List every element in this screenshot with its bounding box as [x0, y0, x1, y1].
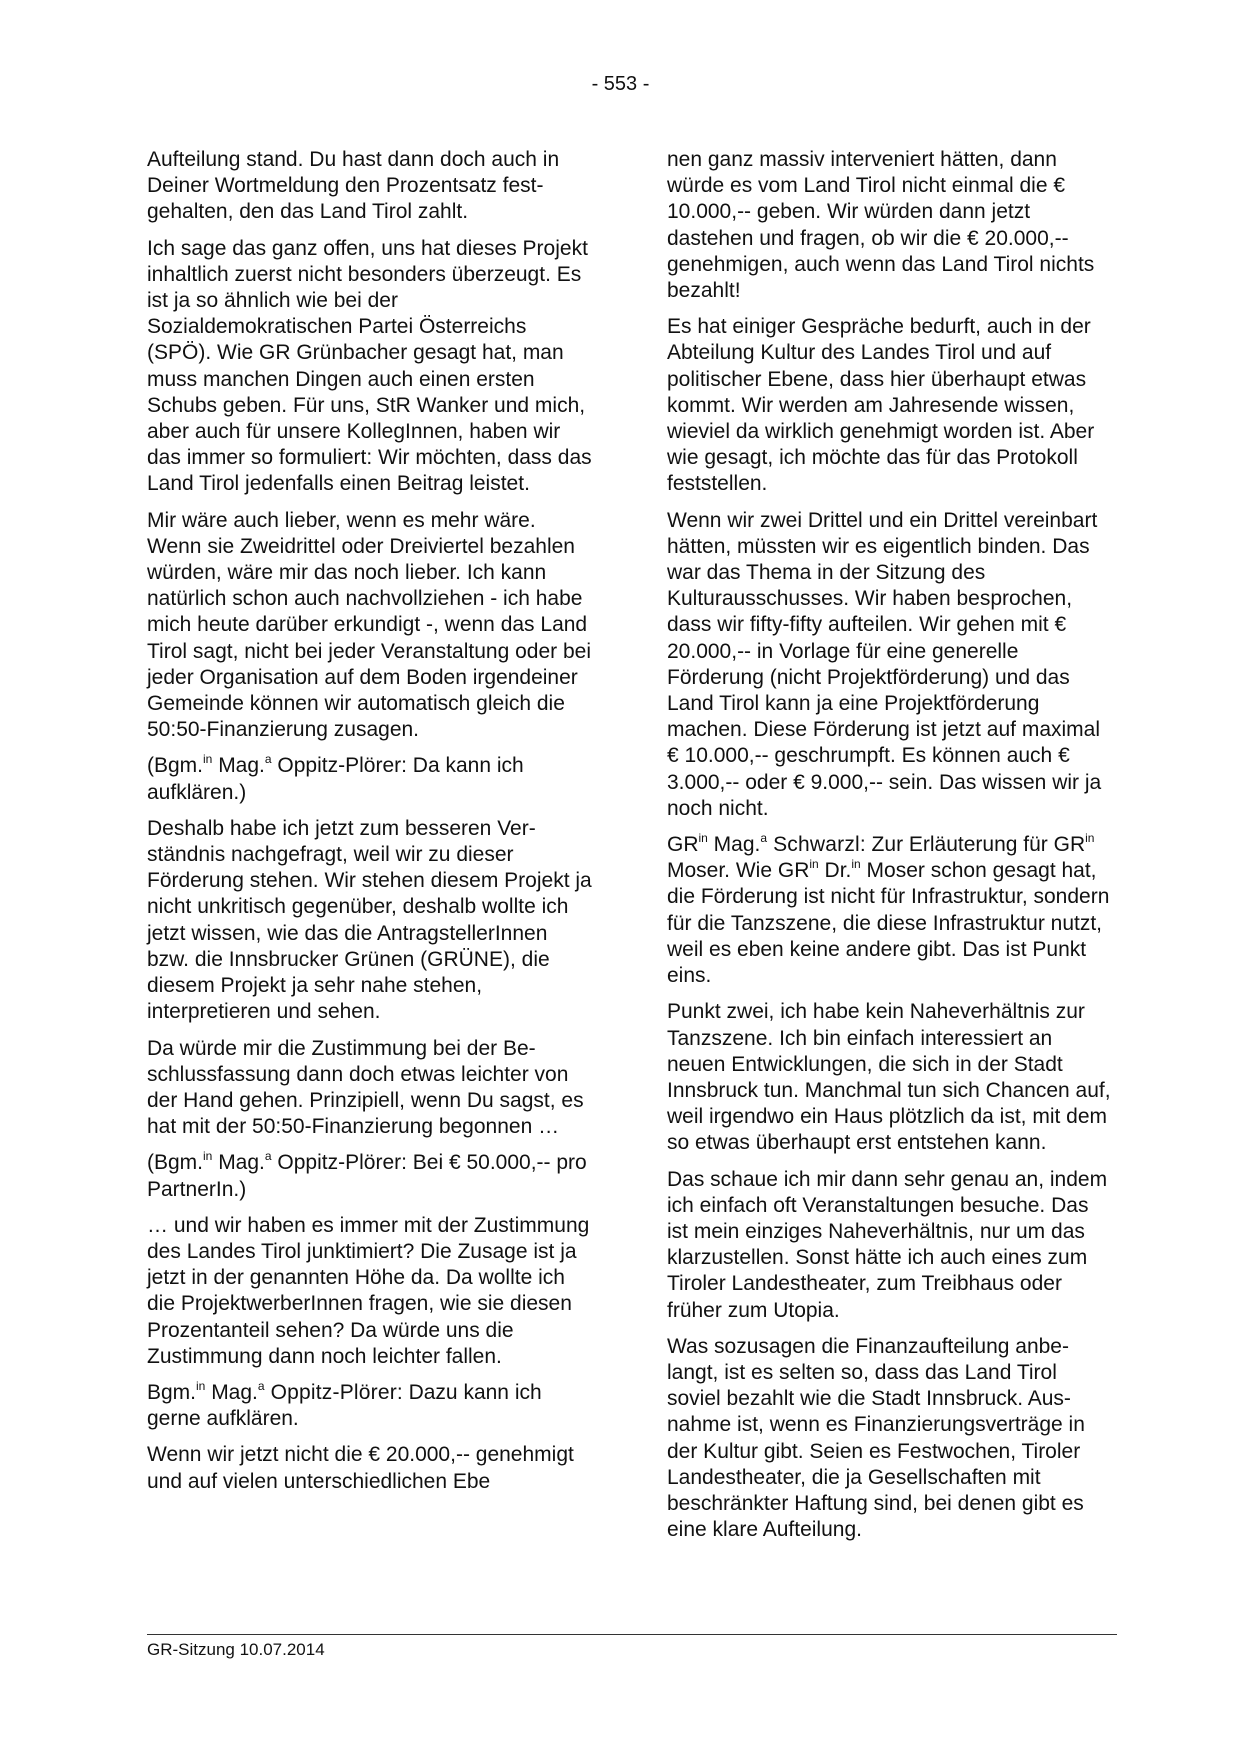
- speaker-statement: [147, 1380, 593, 1432]
- paragraph: Aufteilung stand. Du hast dann doch auch in Deiner Wortmeldung den Prozentsatz festgehalten, den das Land Tirol zahlt.: [147, 148, 560, 224]
- paragraph: Da würde mir die Zustimmung bei der Beschlussfassung dann doch etwas leichter von der Hand gehen. Prinzipiell, wenn Du sagst, es hat mit der 50:50-Finanzierung begonnen …: [147, 1036, 584, 1139]
- superscript: in: [809, 857, 819, 872]
- speaker-title: Mag.: [205, 1380, 258, 1404]
- paragraph: Wenn wir zwei Drittel und ein Drittel vereinbart hätten, müssten wir es eigentlich binden. Das war das Thema in der Sitzung des Kulturausschusses. Wir haben besprochen, dass wir fifty-fifty aufteilen. Wir gehen mit € 20.000,-- in Vorlage für eine generelle Förderung (nicht Projektförderung) und das Land Tirol kann ja eine Projektförderung machen. Diese Förderung ist jetzt auf maximal € 10.000,-- geschrumpft. Es können auch € 3.000,-- oder € 9.000,-- sein. Das wissen wir ja noch nicht.: [667, 508, 1102, 820]
- interjection-text: Oppitz-Plörer: Bei € 50.000,-- pro PartnerIn.): [147, 1151, 587, 1201]
- speaker-title: GR: [667, 833, 699, 857]
- interjection-text: Oppitz-Plörer: Da kann ich aufklären.): [147, 754, 524, 804]
- superscript: in: [203, 1149, 213, 1164]
- superscript: in: [698, 831, 708, 846]
- superscript: in: [1085, 831, 1095, 846]
- statement-text: Dr.: [818, 859, 852, 883]
- statement-text: : Dazu kann ich gerne aufklären.: [147, 1380, 542, 1431]
- superscript: in: [851, 857, 861, 872]
- paragraph: Wenn wir jetzt nicht die € 20.000,-- genehmigt und auf vielen unterschiedlichen Ebe: [147, 1443, 574, 1493]
- statement-text: Moser. Wie GR: [667, 859, 810, 883]
- paragraph: Mir wäre auch lieber, wenn es mehr wäre. Wenn sie Zweidrittel oder Dreiviertel bezahlen würden, wäre mir das noch lieber. Ich kann natürlich schon auch nachvollziehen - ich habe mich heute darüber erkundigt -, wenn das Land Tirol sagt, nicht bei jeder Veranstaltung oder bei jeder Organisation auf dem Boden irgendeiner Gemeinde können wir automatisch gleich die 50:50-Finanzierung zusagen.: [147, 508, 591, 742]
- superscript: in: [196, 1378, 206, 1393]
- footer-divider: [147, 1634, 1117, 1635]
- paragraph: Was sozusagen die Finanzaufteilung anbelangt, ist es selten so, dass das Land Tirol soviel bezahlt wie die Stadt Innsbruck. Ausnahme ist, wenn es Finanzierungsverträge in der Kultur gibt. Seien es Festwochen, Tiroler Landestheater, die ja Gesellschaften mit beschränkter Haftung sind, bei denen gibt es eine klare Aufteilung.: [667, 1334, 1085, 1542]
- statement-text: Moser schon gesagt hat, die Förderung ist nicht für Infrastruktur, sondern für die Tanzszene, die diese Infrastruktur nutzt, weil es eben keine andere gibt. Das ist Punkt eins.: [667, 859, 1110, 988]
- speaker-title: (Bgm.: [147, 1151, 204, 1175]
- footer-label: GR-Sitzung 10.07.2014: [147, 1640, 325, 1659]
- speaker-statement: [667, 832, 1113, 989]
- paragraph: Ich sage das ganz offen, uns hat dieses Projekt inhaltlich zuerst nicht besonders überzeugt. Es ist ja so ähnlich wie bei der Sozialdemokratischen Partei Österreichs (SPÖ). Wie GR Grünbacher gesagt hat, man muss manchen Dingen auch einen ersten Schubs geben. Für uns, StR Wanker und mich, aber auch für unsere KollegInnen, haben wir das immer so formuliert: Wir möchten, dass das Land Tirol jedenfalls einen Beitrag leistet.: [147, 236, 592, 496]
- paragraph: nen ganz massiv interveniert hätten, dann würde es vom Land Tirol nicht einmal die € 10.000,-- geben. Wir würden dann jetzt dastehen und fragen, ob wir die € 20.000,-- genehmigen, auch wenn das Land Tirol nichts bezahlt!: [667, 148, 1095, 303]
- superscript: in: [203, 752, 213, 767]
- speaker-title: Mag.: [707, 833, 761, 857]
- paragraph: Das schaue ich mir dann sehr genau an, indem ich einfach oft Veranstaltungen besuche. Das ist mein einziges Naheverhältnis, nur um das klarzustellen. Sonst hätte ich auch eines zum Tiroler Landestheater, zum Treibhaus oder früher zum Utopia.: [667, 1167, 1108, 1322]
- superscript: a: [264, 752, 272, 767]
- speaker-title: Mag.: [212, 1151, 265, 1175]
- paragraph: Deshalb habe ich jetzt zum besseren Verständnis nachgefragt, weil wir zu dieser Förderung stehen. Wir stehen diesem Projekt ja nicht unkritisch gegenüber, deshalb wollte ich jetzt wissen, wie das die AntragstellerInnen bzw. die Innsbrucker Grünen (GRÜNE), die diesem Projekt ja sehr nahe stehen, interpretieren und sehen.: [147, 816, 592, 1024]
- statement-text: : Zur Erläuterung für GR: [859, 833, 1086, 857]
- paragraph: Es hat einiger Gespräche bedurft, auch in der Abteilung Kultur des Landes Tirol und auf politischer Ebene, dass hier überhaupt etwas kommt. Wir werden am Jahresende wissen, wieviel da wirklich genehmigt worden ist. Aber wie gesagt, ich möchte das für das Protokoll feststellen.: [667, 315, 1095, 496]
- speaker-name: Schwarzl: [767, 833, 860, 857]
- paragraph: Punkt zwei, ich habe kein Naheverhältnis zur Tanzszene. Ich bin einfach interessiert an neuen Entwicklungen, die sich in der Stadt Innsbruck tun. Manchmal tun sich Chancen auf, weil irgendwo ein Haus plötzlich da ist, mit dem so etwas überhaupt erst entstehen kann.: [667, 1000, 1111, 1155]
- left-column: [147, 147, 593, 1505]
- superscript: a: [264, 1149, 272, 1164]
- superscript: a: [760, 831, 768, 846]
- page-number: - 553 -: [591, 73, 650, 95]
- speaker-title: (Bgm.: [147, 754, 204, 778]
- paragraph: … und wir haben es immer mit der Zustimmung des Landes Tirol junktimiert? Die Zusage ist ja jetzt in der genannten Höhe da. Da wollte ich die ProjektwerberInnen fragen, wie sie diesen Prozentanteil sehen? Da würde uns die Zustimmung dann noch leichter fallen.: [147, 1213, 590, 1368]
- interjection: [147, 753, 593, 805]
- interjection: [147, 1150, 593, 1202]
- right-column: [667, 147, 1113, 1553]
- speaker-title: Bgm.: [147, 1380, 197, 1404]
- speaker-name: Oppitz-Plörer: [264, 1380, 397, 1404]
- superscript: a: [257, 1378, 265, 1393]
- speaker-title: Mag.: [212, 754, 265, 778]
